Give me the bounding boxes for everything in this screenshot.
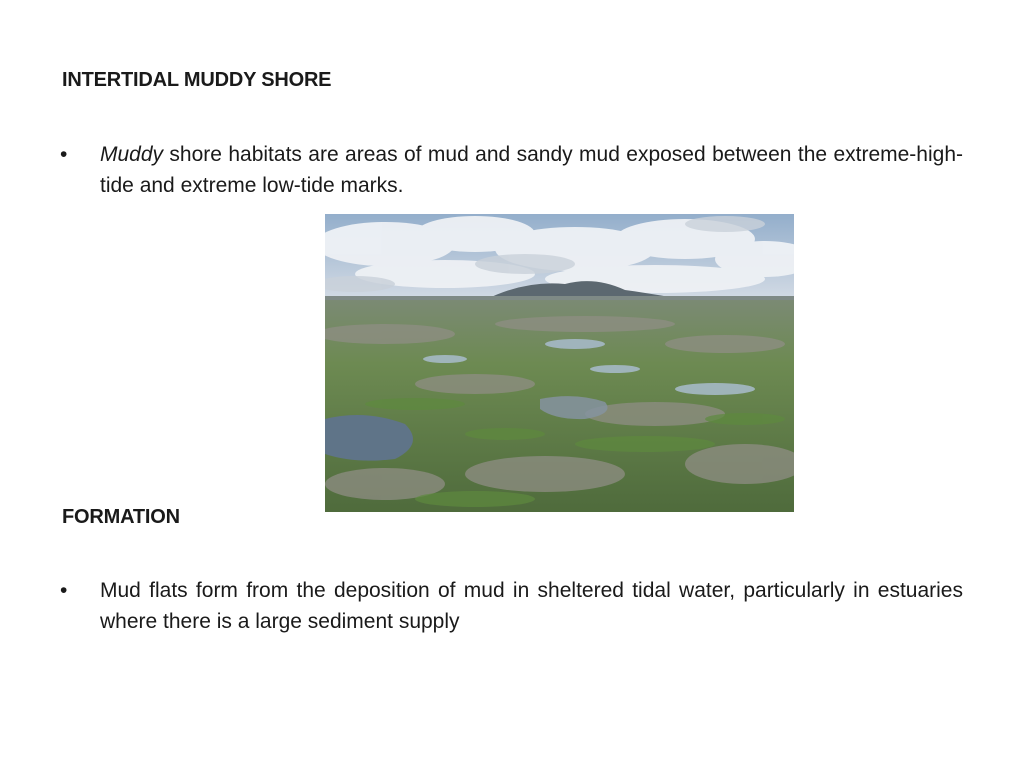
bullet-formation (60, 575, 963, 637)
bullet-marker: • (60, 143, 68, 166)
bullet-body: shore habitats are areas of mud and sandy mud exposed between the extreme-high-tide and extreme low-tide marks. (100, 143, 963, 197)
bullet-text: Mud flats form from the deposition of mud in sheltered tidal water, particularly in estuaries where there is a large sediment supply (100, 579, 963, 633)
bullet-text (100, 139, 963, 201)
bullet-marker: • (60, 579, 68, 602)
bullet-muddy-shore (60, 139, 963, 201)
section-heading-intertidal: INTERTIDAL MUDDY SHORE (62, 69, 332, 91)
section-heading-formation: FORMATION (62, 506, 180, 528)
bullet-emphasis: Muddy (100, 143, 164, 166)
mudflat-photo (325, 214, 794, 512)
